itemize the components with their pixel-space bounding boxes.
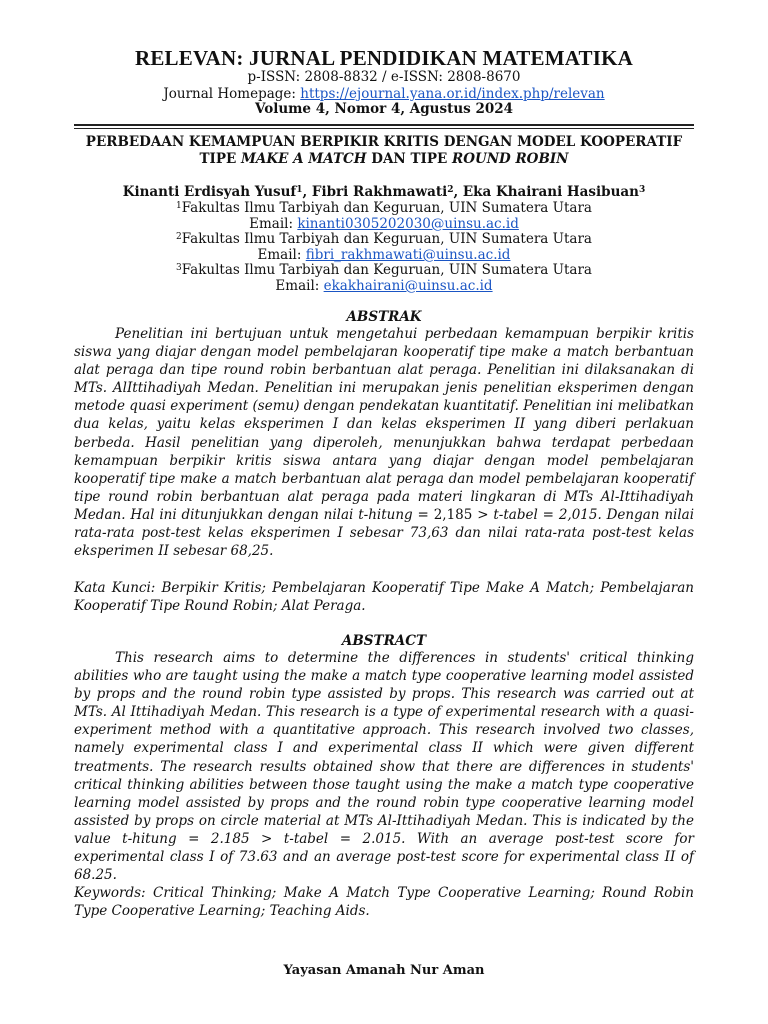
abstract-text-b: = 2.185 > [188, 830, 273, 847]
publisher-footer: Yayasan Amanah Nur Aman [283, 963, 485, 978]
affil-email-line [0, 279, 768, 295]
journal-title: RELEVAN: JURNAL PENDIDIKAN MATEMATIKA [134, 46, 634, 70]
email-link[interactable]: ekakhairani@uinsu.ac.id [323, 277, 493, 294]
abstrak-t-hitung: t-hitung [358, 506, 413, 523]
affil-institution: Fakultas Ilmu Tarbiyah dan Keguruan, UIN Sumatera Utara [181, 262, 592, 279]
affiliation [0, 201, 768, 217]
affil-institution: Fakultas Ilmu Tarbiyah dan Keguruan, UIN Sumatera Utara [181, 200, 592, 216]
keywords-list: Critical Thinking; Make A Match Type Cooperative Learning; Round Robin Type Cooperative Learning; Teaching Aids. [74, 885, 695, 919]
email-label: Email: [257, 246, 302, 263]
affil-sup: 1 [175, 201, 182, 211]
abstrak-text-c: = 2,015. Dengan nilai rata-rata post-test kelas eksperimen I sebesar 73,63 dan nilai rata-rata post-test kelas eksperimen II sebesar 68,25. [74, 506, 695, 560]
affiliation [0, 232, 768, 248]
abstract-t-hitung: t-hitung [122, 830, 177, 847]
author-name: Eka Khairani Hasibuan [462, 184, 639, 200]
abstract-t-tabel: t-tabel [283, 830, 329, 847]
affiliations [0, 201, 768, 295]
author-sup: 3 [638, 185, 646, 195]
affil-email-line [0, 217, 768, 233]
email-label: Email: [275, 277, 320, 294]
abstract-heading: ABSTRACT [341, 633, 427, 649]
affiliation [0, 263, 768, 279]
abstract-text-a: This research aims to determine the differences in students' critical thinking abilities who are taught using the make a match type cooperative learning model assisted by props and the round robin type assisted by props. This research was carried out at MTs. Al Ittihadiyah Medan. This research is a type of experimental research with a quasi-experiment method with a quantitative approach. This research involved two classes, namely experimental class I and experimental class II which were given different treatments. The research results obtained show that there are differences in students' critical thinking abilities between those taught using the make a match type cooperative learning model assisted by props and the round robin type cooperative learning model assisted by props on circle material at MTs Al-Ittihadiyah Medan. This is indicated by the value [74, 650, 694, 847]
keywords [74, 884, 694, 920]
issn-line: p-ISSN: 2808-8832 / e-ISSN: 2808-8670 [247, 69, 521, 85]
paper-title [74, 134, 694, 168]
abstract-body [74, 649, 694, 884]
abstrak-t-tabel: t-tabel [493, 506, 538, 523]
kata-kunci-list: Berpikir Kritis; Pembelajaran Kooperatif Tipe Make A Match; Pembelajaran Kooperatif Tipe Round Robin; Alat Peraga. [74, 580, 694, 614]
affil-sup: 3 [175, 263, 182, 274]
title-emph1: MAKE A MATCH [240, 151, 367, 167]
title-part2: DAN TIPE [371, 151, 448, 167]
header-rule-thick [74, 124, 694, 126]
title-part1: PERBEDAAN KEMAMPUAN BERPIKIR KRITIS DENGAN MODEL KOOPERATIF TIPE [85, 134, 683, 167]
email-link[interactable]: kinanti0305202030@uinsu.ac.id [297, 215, 519, 232]
email-label: Email: [249, 215, 294, 232]
affil-sup: 2 [175, 232, 182, 243]
abstrak-body [74, 325, 694, 560]
affil-institution: Fakultas Ilmu Tarbiyah dan Keguruan, UIN Sumatera Utara [181, 231, 592, 248]
author-sup: 2 [447, 185, 454, 195]
affil-email-line [0, 248, 768, 264]
abstract-text-c: = 2.015. With an average post-test score for experimental class I of 73.63 and an average post-test score for experimental class II of 68.25. [74, 830, 695, 884]
abstrak-text-b: = 2,185 > [417, 506, 489, 523]
author-name: Fibri Rakhmawati [311, 184, 448, 200]
homepage-label: Journal Homepage: [163, 86, 296, 102]
author-list: Kinanti Erdisyah Yusuf$^1$, Fibri Rakhmawati$^2$, Eka Khairani Hasibuan$^3$ [122, 184, 646, 200]
header-rule-thin [74, 128, 694, 129]
author-name: Kinanti Erdisyah Yusuf [122, 184, 297, 200]
email-link[interactable]: fibri_rakhmawati@uinsu.ac.id [305, 246, 511, 263]
abstrak-heading: ABSTRAK [346, 309, 422, 325]
homepage-link[interactable]: https://ejournal.yana.or.id/index.php/relevan [300, 86, 605, 102]
volume-line: Volume 4, Nomor 4, Agustus 2024 [254, 101, 514, 117]
author-sup: 1 [296, 185, 303, 195]
kata-kunci-label: Kata Kunci: [74, 580, 156, 596]
keywords-label: Keywords: [74, 885, 146, 901]
kata-kunci [74, 579, 694, 615]
title-emph2: ROUND ROBIN [451, 151, 569, 167]
abstrak-text-a: Penelitian ini bertujuan untuk mengetahui perbedaan kemampuan berpikir kritis siswa yang diajar dengan model pembelajaran kooperatif tipe make a match berbantuan alat peraga dan tipe round robin berbantuan alat peraga. Penelitian ini dilaksanakan di MTs. AlIttihadiyah Medan. Penelitian ini merupakan jenis penelitian eksperimen dengan metode quasi experiment (semu) dengan pendekatan kuantitatif. Penelitian ini melibatkan dua kelas, yaitu kelas eksperimen I dan kelas eksperimen II yang diberi perlakuan berbeda. Hasil penelitian yang diperoleh, menunjukkan bahwa terdapat perbedaan kemampuan berpikir kritis siswa antara yang diajar dengan model pembelajaran kooperatif tipe make a match berbantuan alat peraga dan model pembelajaran kooperatif tipe round robin berbantuan alat peraga pada materi lingkaran di MTs Al-Ittihadiyah Medan. Hal ini ditunjukkan dengan nilai [74, 326, 694, 523]
